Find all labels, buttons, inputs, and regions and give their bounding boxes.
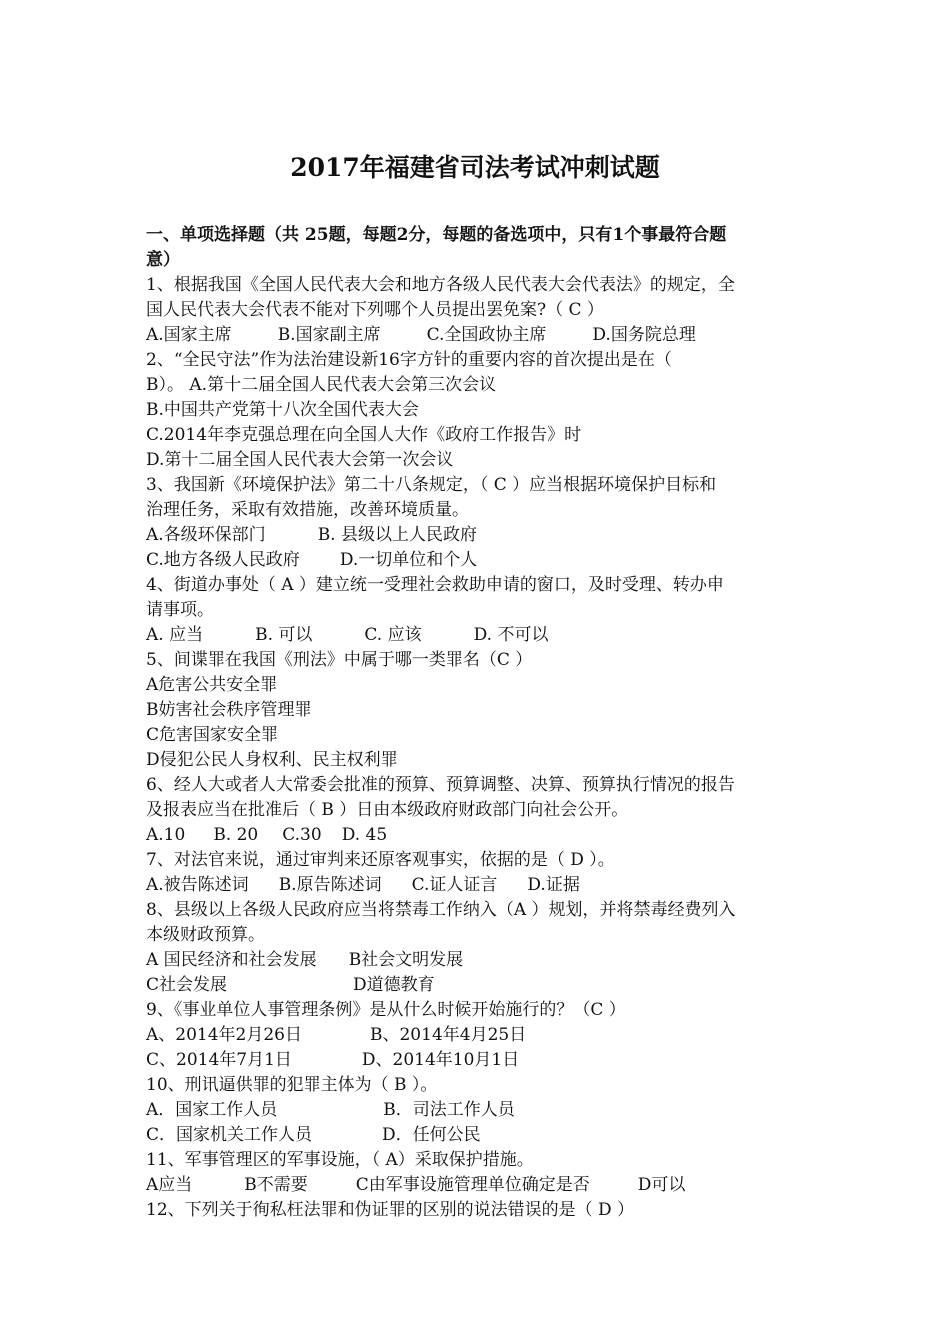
answer-option: D. 45 xyxy=(341,825,388,845)
answer-option: B、2014年4月25日 xyxy=(370,1025,527,1045)
question-text-line: 11、军事管理区的军事设施，（ A）采取保护措施。 xyxy=(146,1150,534,1170)
answer-option: B. 可以 xyxy=(255,625,313,645)
answer-option: A应当 xyxy=(146,1175,193,1195)
question-text-line: 1、根据我国《全国人民代表大会和地方各级人民代表大会代表法》的规定，全 xyxy=(146,275,735,295)
answer-option: B. 县级以上人民政府 xyxy=(317,525,477,545)
question-text-line: B）。 A.第十二届全国人民代表大会第三次会议 xyxy=(146,375,497,395)
answer-option: A.被告陈述词 xyxy=(146,875,249,895)
question-text-line: 国人民代表大会代表不能对下列哪个人员提出罢免案?（ C ） xyxy=(146,300,604,320)
answer-option: A. 应当 xyxy=(146,625,204,645)
answer-options xyxy=(146,873,810,898)
answer-options xyxy=(146,973,810,998)
question-text-line: A危害公共安全罪 xyxy=(146,675,278,695)
question-text-line: 3、我国新《环境保护法》第二十八条规定，（ C ）应当根据环境保护目标和 xyxy=(146,475,717,495)
answer-option: C由军事设施管理单位确定是否 xyxy=(355,1175,590,1195)
section-heading-line-1: 一、单项选择题（共 25题，每题2分，每题的备选项中，只有1个事最符合题 xyxy=(146,225,727,245)
question-text-line: B妨害社会秩序管理罪 xyxy=(146,700,312,720)
answer-options xyxy=(146,323,810,348)
answer-option: D.证据 xyxy=(527,875,580,895)
question-text-line: D.第十二届全国人民代表大会第一次会议 xyxy=(146,450,454,470)
answer-options xyxy=(146,823,810,848)
answer-option: D、2014年10月1日 xyxy=(361,1050,520,1070)
document-title: 2017年福建省司法考试冲刺试题 xyxy=(290,153,660,182)
answer-option: C.全国政协主席 xyxy=(426,325,547,345)
question-text-line: B.中国共产党第十八次全国代表大会 xyxy=(146,400,419,420)
answer-options xyxy=(146,1023,810,1048)
answer-options xyxy=(146,623,810,648)
answer-option: C. 应该 xyxy=(364,625,422,645)
question-text-line: 6、经人大或者人大常委会批准的预算、预算调整、决算、预算执行情况的报告 xyxy=(146,775,735,795)
question-text-line: 8、县级以上各级人民政府应当将禁毒工作纳入（A ）规划，并将禁毒经费列入 xyxy=(146,900,736,920)
answer-option: A.国家主席 xyxy=(146,325,232,345)
answer-option: D．任何公民 xyxy=(382,1125,481,1145)
document-body xyxy=(146,223,810,1223)
answer-option: A．国家工作人员 xyxy=(146,1100,278,1120)
answer-option: B.原告陈述词 xyxy=(278,875,382,895)
question-text-line: 7、对法官来说，通过审判来还原客观事实，依据的是（ D ）。 xyxy=(146,850,615,870)
answer-option: B.国家副主席 xyxy=(277,325,381,345)
question-text-line: 请事项。 xyxy=(146,600,214,620)
question-text-line: 2、“全民守法”作为法治建设新16字方针的重要内容的首次提出是在（ xyxy=(146,350,672,370)
answer-option: C社会发展 xyxy=(146,975,228,995)
question-text-line: 5、间谍罪在我国《刑法》中属于哪一类罪名（C ） xyxy=(146,650,533,670)
question-text-line: 4、街道办事处（ A ）建立统一受理社会救助申请的窗口，及时受理、转办申 xyxy=(146,575,724,595)
question-text-line: C危害国家安全罪 xyxy=(146,725,279,745)
answer-option: D. 不可以 xyxy=(473,625,549,645)
answer-option: A 国民经济和社会发展 xyxy=(146,950,317,970)
answer-option: B. 20 xyxy=(213,825,259,845)
answer-option: B社会文明发展 xyxy=(348,950,464,970)
answer-option: A.10 xyxy=(146,825,186,845)
answer-option: C．国家机关工作人员 xyxy=(146,1125,313,1145)
answer-option: D道德教育 xyxy=(353,975,435,995)
question-text-line: 及报表应当在批准后（ B ）日由本级政府财政部门向社会公开。 xyxy=(146,800,629,820)
answer-option: D可以 xyxy=(637,1175,686,1195)
answer-option: A.各级环保部门 xyxy=(146,525,266,545)
answer-option: D.国务院总理 xyxy=(592,325,696,345)
answer-options xyxy=(146,1173,810,1198)
answer-option: C、2014年7月1日 xyxy=(146,1050,292,1070)
question-text-line: 12、下列关于徇私枉法罪和伪证罪的区别的说法错误的是（ D ） xyxy=(146,1200,635,1220)
answer-options xyxy=(146,1048,810,1073)
question-text-line: C.2014年李克强总理在向全国人大作《政府工作报告》时 xyxy=(146,425,582,445)
answer-option: C.地方各级人民政府 xyxy=(146,550,300,570)
question-text-line: 治理任务，采取有效措施，改善环境质量。 xyxy=(146,500,469,520)
answer-option: A、2014年2月26日 xyxy=(146,1025,302,1045)
answer-option: C.证人证言 xyxy=(411,875,498,895)
section-heading-line-2: 意） xyxy=(146,250,180,270)
answer-option: B．司法工作人员 xyxy=(383,1100,515,1120)
answer-option: B不需要 xyxy=(244,1175,308,1195)
answer-options xyxy=(146,1123,810,1148)
answer-option: D.一切单位和个人 xyxy=(339,550,478,570)
answer-options xyxy=(146,1098,810,1123)
answer-option: C.30 xyxy=(282,825,322,845)
question-text-line: 9、《事业单位人事管理条例》是从什么时候开始施行的？（C ） xyxy=(146,1000,626,1020)
answer-options xyxy=(146,948,810,973)
question-text-line: 10、刑讯逼供罪的犯罪主体为（ B ）。 xyxy=(146,1075,438,1095)
question-text-line: 本级财政预算。 xyxy=(146,925,265,945)
answer-options xyxy=(146,523,810,548)
question-text-line: D侵犯公民人身权利、民主权利罪 xyxy=(146,750,398,770)
answer-options xyxy=(146,548,810,573)
